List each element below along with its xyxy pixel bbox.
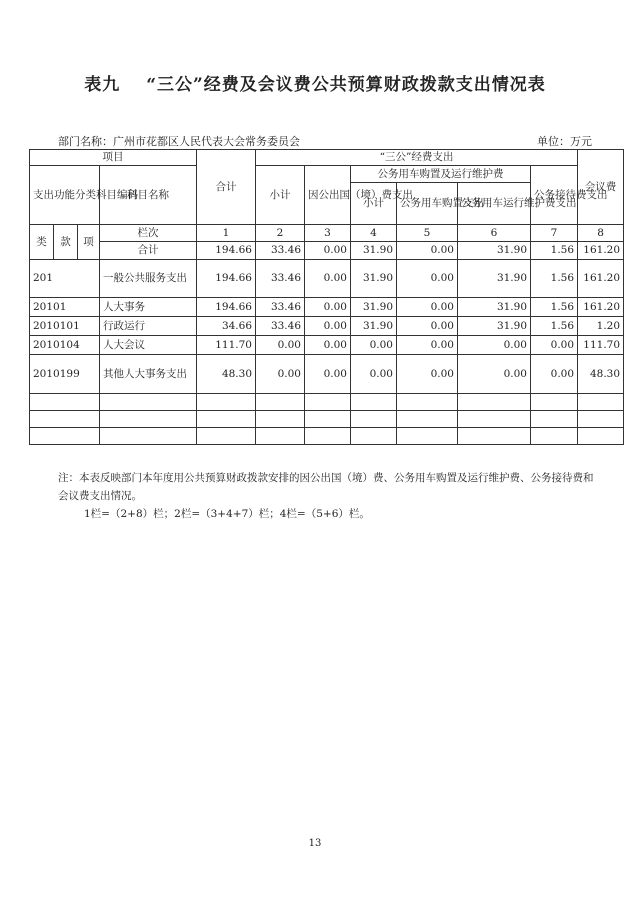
header-lanci: 栏次 bbox=[100, 225, 197, 242]
cell-value: 0.00 bbox=[305, 355, 351, 394]
total-value: 33.46 bbox=[256, 242, 305, 260]
empty-row bbox=[30, 394, 624, 411]
header-row-1 bbox=[30, 150, 624, 166]
cell-value: 161.20 bbox=[578, 298, 624, 317]
cell-value: 31.90 bbox=[351, 260, 397, 298]
cell-value: 33.46 bbox=[256, 317, 305, 336]
column-number-row bbox=[30, 225, 624, 242]
total-value: 31.90 bbox=[458, 242, 531, 260]
header-item: 项目 bbox=[30, 150, 197, 166]
cell-value: 1.56 bbox=[531, 298, 578, 317]
cell-value: 0.00 bbox=[256, 355, 305, 394]
cell-value: 0.00 bbox=[397, 355, 458, 394]
table-formula-note: 1栏=（2+8）栏；2栏=（3+4+7）栏；4栏=（5+6）栏。 bbox=[84, 508, 370, 520]
header-kuan: 款 bbox=[54, 225, 78, 260]
cell-value: 34.66 bbox=[197, 317, 256, 336]
header-abroad: 因公出国（境）费支出 bbox=[305, 166, 351, 225]
cell-value: 111.70 bbox=[197, 336, 256, 355]
cell-value: 0.00 bbox=[458, 355, 531, 394]
func-code: 201 bbox=[30, 260, 100, 298]
col-num: 5 bbox=[397, 225, 458, 242]
func-code: 20101 bbox=[30, 298, 100, 317]
header-vehicle-subtotal: 小计 bbox=[351, 183, 397, 225]
cell-value: 48.30 bbox=[578, 355, 624, 394]
total-value: 161.20 bbox=[578, 242, 624, 260]
func-code: 2010101 bbox=[30, 317, 100, 336]
page-title bbox=[0, 70, 630, 95]
cell-value: 1.56 bbox=[531, 260, 578, 298]
cell-value: 33.46 bbox=[256, 298, 305, 317]
header-xiang: 项 bbox=[78, 225, 100, 260]
total-row bbox=[30, 242, 624, 260]
header-vehicle-maint: 公务用车运行维护费支出 bbox=[458, 183, 531, 225]
header-subject-name: 科目名称 bbox=[100, 166, 197, 225]
header-reception: 公务接待费支出 bbox=[531, 166, 578, 225]
table-number: 表九 bbox=[84, 75, 121, 95]
cell-value: 1.56 bbox=[531, 317, 578, 336]
department-name: 部门名称：广州市花都区人民代表大会常务委员会 bbox=[58, 135, 300, 148]
table-row bbox=[30, 317, 624, 336]
header-total: 合计 bbox=[197, 150, 256, 225]
cell-value: 194.66 bbox=[197, 298, 256, 317]
subject-name: 人大会议 bbox=[100, 336, 197, 355]
cell-value: 31.90 bbox=[458, 317, 531, 336]
total-value: 194.66 bbox=[197, 242, 256, 260]
cell-value: 0.00 bbox=[351, 336, 397, 355]
table-row bbox=[30, 260, 624, 298]
subject-name: 一般公共服务支出 bbox=[100, 260, 197, 298]
cell-value: 31.90 bbox=[458, 260, 531, 298]
expenditure-table bbox=[29, 149, 624, 445]
total-value: 1.56 bbox=[531, 242, 578, 260]
subject-name: 其他人大事务支出 bbox=[100, 355, 197, 394]
cell-value: 194.66 bbox=[197, 260, 256, 298]
cell-value: 161.20 bbox=[578, 260, 624, 298]
header-row-2 bbox=[30, 166, 624, 183]
total-value: 0.00 bbox=[397, 242, 458, 260]
cell-value: 0.00 bbox=[531, 336, 578, 355]
total-label: 合计 bbox=[100, 242, 197, 260]
header-func-code: 支出功能分类科目编码 bbox=[30, 166, 100, 225]
cell-value: 0.00 bbox=[397, 336, 458, 355]
header-vehicle-purchase: 公务用车购置支出 bbox=[397, 183, 458, 225]
func-code: 2010104 bbox=[30, 336, 100, 355]
cell-value: 31.90 bbox=[351, 317, 397, 336]
cell-value: 0.00 bbox=[397, 260, 458, 298]
cell-value: 0.00 bbox=[531, 355, 578, 394]
cell-value: 33.46 bbox=[256, 260, 305, 298]
header-sangong: “三公”经费支出 bbox=[256, 150, 578, 166]
header-meeting: 会议费 bbox=[578, 150, 624, 225]
table-title: “三公”经费及会议费公共预算财政拨款支出情况表 bbox=[146, 75, 546, 95]
empty-row bbox=[30, 428, 624, 445]
unit-label: 单位：万元 bbox=[537, 135, 592, 148]
subject-name: 行政运行 bbox=[100, 317, 197, 336]
cell-value: 0.00 bbox=[305, 317, 351, 336]
func-code: 2010199 bbox=[30, 355, 100, 394]
table-row bbox=[30, 336, 624, 355]
table-note: 注：本表反映部门本年度用公共预算财政拨款安排的因公出国（境）费、公务用车购置及运行维护费、公务接待费和会议费支出情况。 bbox=[58, 472, 594, 502]
header-vehicle-group: 公务用车购置及运行维护费 bbox=[351, 166, 531, 183]
cell-value: 31.90 bbox=[351, 298, 397, 317]
cell-value: 0.00 bbox=[351, 355, 397, 394]
cell-value: 31.90 bbox=[458, 298, 531, 317]
total-value: 0.00 bbox=[305, 242, 351, 260]
cell-value: 0.00 bbox=[305, 336, 351, 355]
cell-value: 1.20 bbox=[578, 317, 624, 336]
page-number: 13 bbox=[308, 838, 322, 849]
header-subtotal: 小计 bbox=[256, 166, 305, 225]
col-num: 3 bbox=[305, 225, 351, 242]
total-value: 31.90 bbox=[351, 242, 397, 260]
col-num: 6 bbox=[458, 225, 531, 242]
table-row bbox=[30, 298, 624, 317]
cell-value: 0.00 bbox=[256, 336, 305, 355]
table-row bbox=[30, 355, 624, 394]
subject-name: 人大事务 bbox=[100, 298, 197, 317]
col-num: 7 bbox=[531, 225, 578, 242]
cell-value: 0.00 bbox=[305, 260, 351, 298]
empty-row bbox=[30, 411, 624, 428]
header-lei: 类 bbox=[30, 225, 54, 260]
col-num: 4 bbox=[351, 225, 397, 242]
col-num: 8 bbox=[578, 225, 624, 242]
col-num: 2 bbox=[256, 225, 305, 242]
cell-value: 0.00 bbox=[305, 298, 351, 317]
cell-value: 48.30 bbox=[197, 355, 256, 394]
cell-value: 0.00 bbox=[397, 317, 458, 336]
col-num: 1 bbox=[197, 225, 256, 242]
cell-value: 111.70 bbox=[578, 336, 624, 355]
cell-value: 0.00 bbox=[397, 298, 458, 317]
cell-value: 0.00 bbox=[458, 336, 531, 355]
